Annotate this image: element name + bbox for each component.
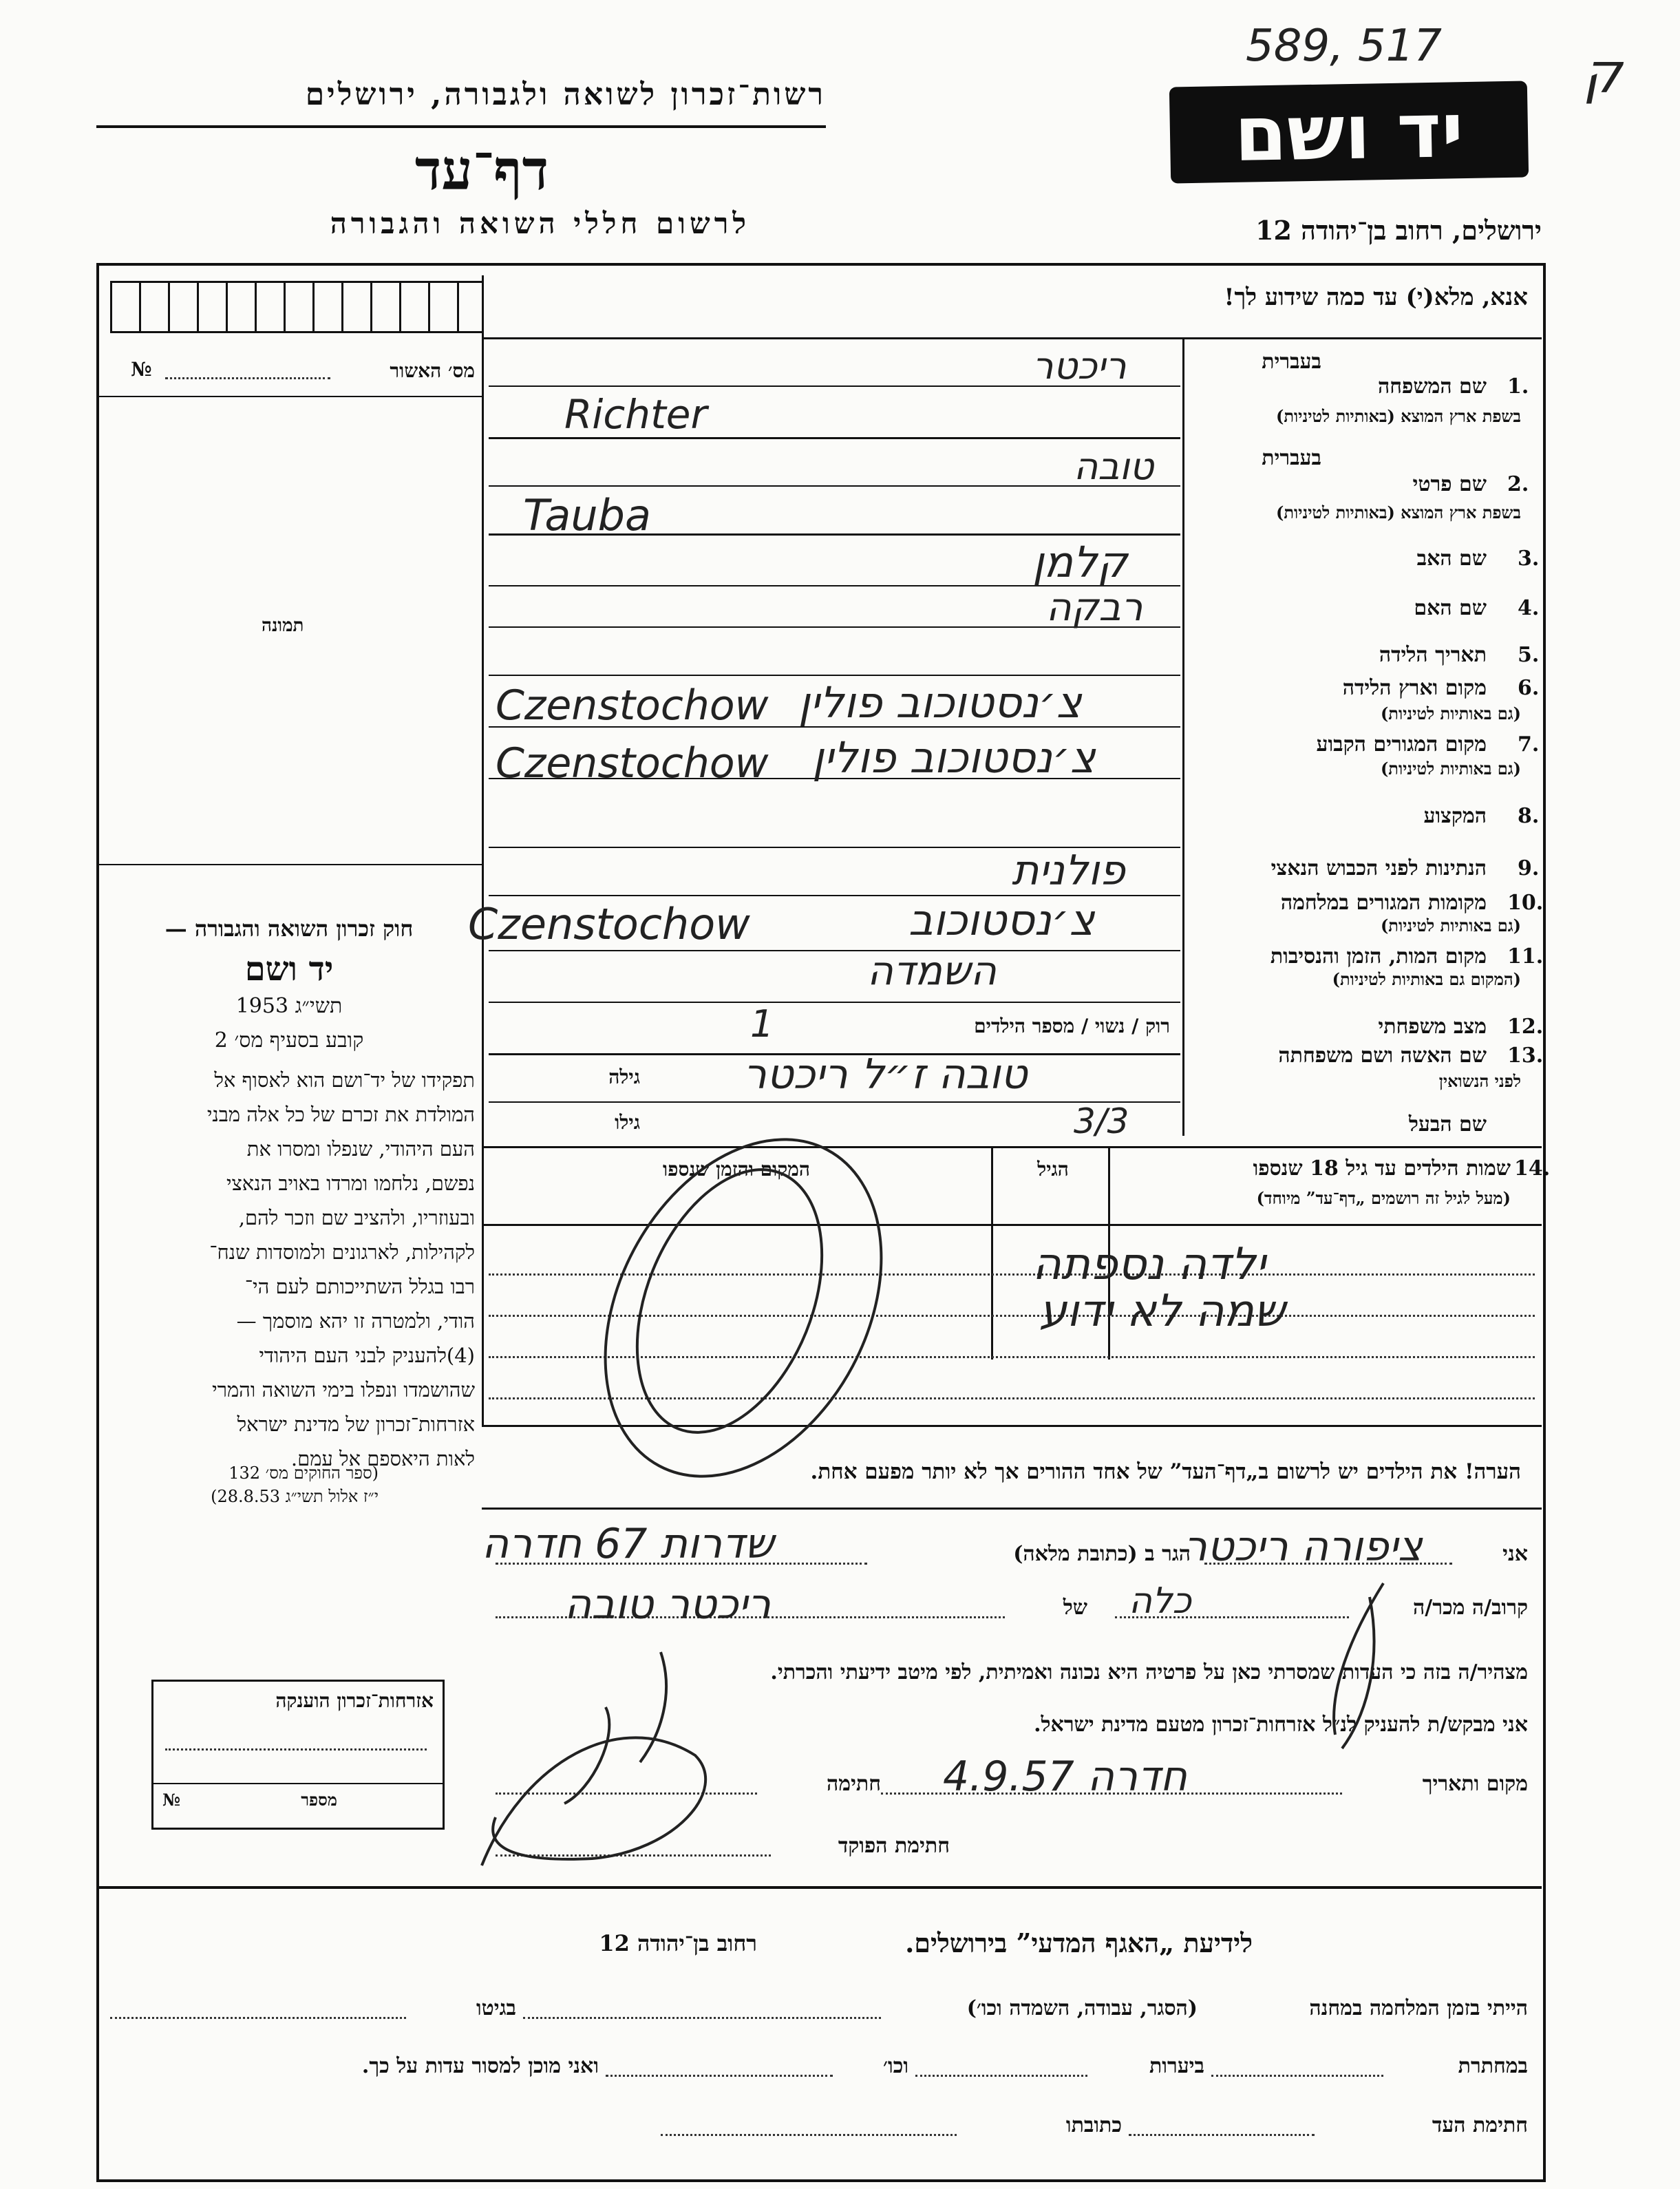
field-firstname-label: שם פרטי (1412, 472, 1487, 496)
hw-wartime-he: צ׳נסטוכוב (908, 895, 1095, 945)
field-surname-label: שם המשפחה (1377, 374, 1487, 399)
children-bottom-line (482, 1425, 1542, 1427)
law-text-line: ובעוזריו, ולהציב שם וזכר להם, (238, 1206, 475, 1229)
hw-relation: כלה (1129, 1580, 1192, 1622)
law-ref-2: י״ז אלול תשי״ג 28.8.53) (211, 1487, 379, 1506)
law-text-line: לקהילות, לארגונים ולמוסדות שנח־ (209, 1240, 475, 1264)
marital-options: רוק / נשוי / מספר הילדים (974, 1015, 1170, 1037)
header-divider (96, 125, 826, 128)
field-birthdate-label: תאריך הלידה (1379, 643, 1487, 667)
footer-camp-field[interactable] (523, 2017, 881, 2019)
child-row[interactable] (489, 1397, 1535, 1399)
citizenship-title: אזרחות־זכרון הוענקה (275, 1689, 434, 1712)
field-surname-sub: בשפת ארץ המוצא (באותיות לטיניות) (1276, 406, 1521, 426)
hw-father: קלמן (1032, 537, 1128, 587)
footer-underground-field[interactable] (1211, 2075, 1383, 2077)
footer-forests-label: ביערות (1149, 2054, 1204, 2078)
field-mother-label: שם האם (1414, 596, 1487, 620)
declarant-resident-label: הגר ב (כתובת מלאה) (1013, 1542, 1191, 1566)
law-text-line: המולדת את זכרם של כל אלה מבני (206, 1103, 475, 1126)
note-bottom-line (482, 1508, 1542, 1510)
footer-forests-field[interactable] (915, 2075, 1087, 2077)
answer-line (489, 1002, 1180, 1003)
field-death-label: מקום המות, הזמן והנסיבות (1270, 944, 1487, 969)
field-8-num: 8. (1518, 804, 1540, 828)
field-wife-label: שם האשה ושם משפחתה (1278, 1044, 1487, 1068)
law-text-line: הודי, ולמטרה זו יהא מוסמך — (236, 1309, 475, 1333)
law-ref-1: (ספר החוקים מס׳ 132 (228, 1463, 379, 1483)
yad-vashem-logo (1169, 81, 1529, 183)
logo-text: יד ושם (1233, 86, 1465, 178)
law-text (103, 1063, 475, 1476)
law-text-line: רבו בגלל השתייכותם לעם הי־ (244, 1275, 475, 1298)
field-14-num: 14. (1514, 1156, 1551, 1181)
footer-divider (96, 1886, 1542, 1889)
hw-surname-lat: Richter (564, 391, 708, 438)
footer-ghetto-field[interactable] (110, 2017, 406, 2019)
footer-etc-label: וכו׳ (883, 2054, 908, 2078)
child-row[interactable] (489, 1273, 1535, 1276)
law-text-line: תפקידו של יד־ושם הוא לאסוף אל (214, 1068, 475, 1092)
address-line: ירושלים, רחוב בן־יהודה 12 (1255, 215, 1542, 246)
law-text-line: העם היהודי, שנפלו ומסרו את (246, 1137, 475, 1161)
lang-hebrew-1: בעברית (1262, 350, 1321, 374)
archive-number: 589, 517 (1246, 21, 1442, 72)
hw-death: השמדה (867, 947, 997, 994)
field-father-label: שם האב (1416, 547, 1487, 571)
photo-bottom-line (96, 864, 482, 865)
declaration-text: מצהיר/ה בזה כי העדות שמסרתי כאן על פרטיה היא נכונה ואמיתית, לפי מיטב ידיעתי והכרתי. (770, 1660, 1528, 1684)
footer-underground-label: במחתרת (1458, 2054, 1528, 2078)
approval-digit-boxes (110, 281, 482, 333)
field-6-num: 6. (1518, 676, 1540, 700)
field-birthplace-label: מקום וארץ הלידה (1342, 676, 1487, 700)
husband-age-label: גילו (615, 1111, 640, 1134)
instruction-text: אנא, מלא(י) עד כמה שידוע לך! (1224, 284, 1528, 311)
field-residence-label: מקום המגורים הקבוע (1316, 732, 1487, 757)
label-column-divider (1182, 337, 1184, 1136)
hw-relative-of: ריכטר טובה (564, 1580, 771, 1629)
footer-camp-label: הייתי בזמן המלחמה במחנה (1309, 1996, 1528, 2020)
lang-hebrew-2: בעברית (1262, 446, 1321, 470)
field-wartime-label: מקומות המגורים במלחמה (1280, 891, 1487, 915)
field-marital-label: מצב משפחתי (1378, 1015, 1487, 1039)
footer-testimony-label: ואני מוכן למסור עדות על כך. (361, 2054, 599, 2078)
field-birthplace-sub: (גם באותיות לטיניות) (1380, 704, 1521, 723)
children-top-line (482, 1146, 1542, 1148)
hw-wife-name: טובה ז״ל ריכטר (743, 1050, 1028, 1099)
law-year: תשי״ג 1953 (235, 994, 343, 1018)
request-text: אני מבקש/ת להעניק לנ״ל אזרחות־זכרון מטעם מדינת ישראל. (1034, 1713, 1528, 1737)
children-label: שמות הילדים עד גיל 18 שנספו (1253, 1156, 1511, 1181)
footer-etc-field[interactable] (606, 2075, 833, 2077)
form-subtitle: לרשום חללי השואה והגבורה (330, 207, 750, 240)
approval-label: מס׳ האשור (390, 359, 475, 382)
hw-wartime-lat: Czenstochow (468, 899, 750, 949)
form-title: דף־עד (414, 138, 549, 202)
of-label: של (1063, 1596, 1087, 1620)
row-divider-top (482, 337, 1542, 339)
hw-declarant-name: ציפורה ריכטר (1184, 1523, 1423, 1571)
field-5-num: 5. (1518, 643, 1540, 667)
hw-husband-age: 3/3 (1074, 1101, 1129, 1141)
note-text: הערה! את הילדים יש לרשום ב„דף־העד” של אחד ההורים אך לא יותר מפעם אחת. (810, 1459, 1521, 1484)
field-13-num: 13. (1507, 1044, 1544, 1068)
law-text-line: אזרחות־זכרון של מדינת ישראל (237, 1413, 475, 1436)
law-title: חוק זכרון השואה והגבורה — (164, 916, 414, 942)
field-1-num: 1. (1507, 374, 1529, 399)
official-signature-label: חתימת הפוקד (838, 1834, 950, 1858)
field-wife-sub: לפני הנשואין (1438, 1071, 1521, 1091)
footer-witness-signature-field[interactable] (1129, 2134, 1315, 2136)
footer-address-field[interactable] (661, 2134, 957, 2136)
hw-children-count: 1 (750, 1002, 774, 1046)
photo-label: תמונה (262, 615, 304, 636)
relative-label: קרוב/ה מכר/ה (1413, 1596, 1528, 1620)
answer-line (489, 950, 1180, 951)
law-clause: קובע בסעיף מס׳ 2 (214, 1028, 364, 1053)
hw-nationality: פולנית (1012, 847, 1125, 895)
hw-residence-he: צ׳נסטוכוב פולין (812, 732, 1096, 783)
answer-line (489, 675, 1180, 676)
hw-surname-he: ריכטר (1032, 344, 1127, 388)
footer-title: לידיעת „האגף המדעי” בירושלים. (905, 1927, 1253, 1958)
children-col-divider-1 (991, 1146, 993, 1360)
signature-label: חתימה (827, 1772, 881, 1796)
field-9-num: 9. (1518, 856, 1540, 880)
footer-camp-types: (הסגר, עבודה, השמדה וכו׳) (966, 1996, 1198, 2020)
field-death-sub: (המקום גם באותיות לטיניות) (1332, 969, 1521, 989)
field-3-num: 3. (1518, 547, 1540, 571)
field-husband-label: שם הבעל (1408, 1112, 1487, 1136)
corner-mark: ק (1583, 41, 1622, 105)
children-age-col: הגיל (1037, 1158, 1069, 1181)
law-text-line: (4)להעניק לבני העם היהודי (259, 1344, 475, 1367)
field-profession-label: המקצוע (1423, 804, 1487, 828)
field-11-num: 11. (1507, 944, 1544, 969)
children-sub: (מעל לגיל זה רושמים „דף־עד” מיוחד) (1256, 1188, 1511, 1208)
field-wartime-sub: (גם באותיות לטיניות) (1380, 916, 1521, 935)
footer-ghetto-label: בגיטו (476, 1996, 516, 2020)
citizenship-number-label: מספר (301, 1790, 337, 1810)
declarant-i-label: אני (1502, 1542, 1528, 1566)
hw-declarant-address: שדרות 67 חדרה (482, 1520, 774, 1568)
footer-address: רחוב בן־יהודה 12 (599, 1930, 757, 1956)
field-4-num: 4. (1518, 596, 1540, 620)
hw-first-he: טובה (1074, 445, 1154, 488)
authority-line: רשות־זכרון לשואה ולגבורה, ירושלים (305, 77, 826, 112)
wife-age-label: גילה (608, 1066, 640, 1088)
footer-address-label: כתובתו (1065, 2113, 1122, 2137)
law-text-line: לאות היאספם אל עמם. (290, 1447, 475, 1470)
signature-field[interactable] (496, 1793, 757, 1795)
law-text-line: שהושמדו ונפלו בימי השואה והמרי (212, 1378, 475, 1402)
child-row[interactable] (489, 1356, 1535, 1358)
field-residence-sub: (גם באותיות לטיניות) (1380, 759, 1521, 779)
hw-child-line-2: שמה לא ידוע (1039, 1286, 1286, 1337)
field-10-num: 10. (1507, 891, 1544, 915)
approval-field[interactable] (165, 377, 330, 379)
citizenship-mid-line (151, 1783, 445, 1784)
place-date-label: מקום ותאריך (1422, 1772, 1528, 1796)
field-nationality-label: הנתינות לפני הכבוש הנאצי (1270, 856, 1487, 880)
field-7-num: 7. (1518, 732, 1540, 757)
child-row[interactable] (489, 1315, 1535, 1317)
field-12-num: 12. (1507, 1015, 1544, 1039)
hw-first-lat: Tauba (523, 490, 651, 540)
hw-place-date: חדרה 4.9.57 (943, 1753, 1187, 1801)
children-place-col: המקום והזמן שנספו (663, 1158, 810, 1181)
hw-child-line-1: ילדה נספתה (1032, 1239, 1266, 1290)
official-signature-field[interactable] (496, 1854, 771, 1857)
footer-witness-signature-label: חתימת העד (1432, 2113, 1528, 2137)
citizenship-line (165, 1748, 427, 1751)
hw-birthplace-he: צ׳נסטוכוב פולין (798, 677, 1082, 728)
hw-mother: רבקה (1046, 585, 1143, 630)
law-name: יד ושם (244, 950, 334, 988)
approval-underline (96, 396, 482, 397)
hw-birthplace-lat: Czenstochow (496, 681, 769, 730)
left-column-divider (482, 275, 484, 1425)
approval-no-sign: № (131, 358, 152, 381)
law-text-line: נפשם, נלחמו ומרדו באויב הנאצי (226, 1172, 475, 1195)
citizenship-no-sign: № (162, 1790, 181, 1810)
field-firstname-sub: בשפת ארץ המוצא (באותיות לטיניות) (1276, 503, 1521, 522)
children-header-line (482, 1224, 1542, 1226)
hw-residence-lat: Czenstochow (496, 739, 769, 787)
field-2-num: 2. (1507, 472, 1529, 496)
